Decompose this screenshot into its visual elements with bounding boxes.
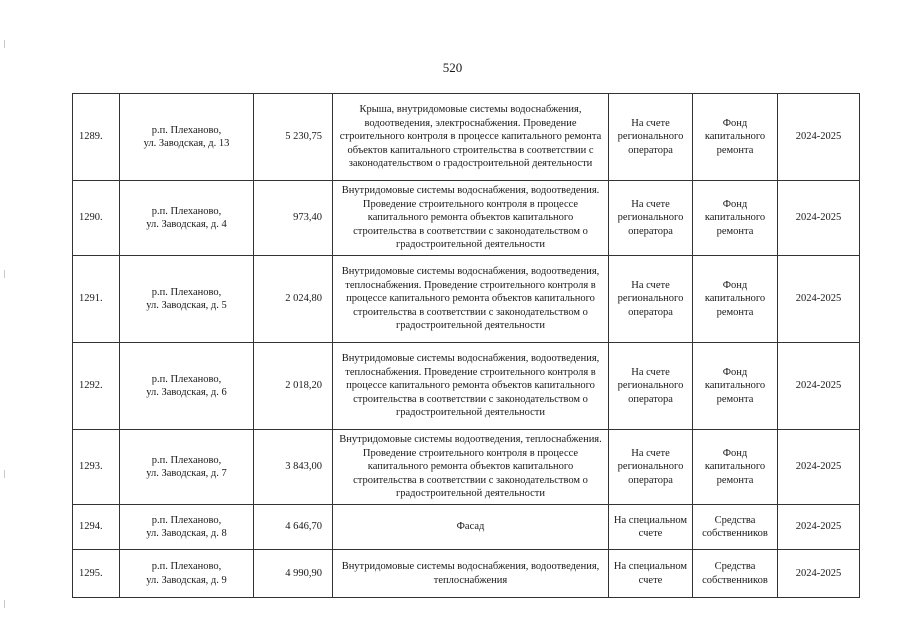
period-cell: 2024-2025	[778, 181, 860, 256]
works-cell: Фасад	[333, 505, 609, 550]
address-cell	[120, 505, 254, 550]
works-cell: Крыша, внутридомовые системы водоснабжения, водоотведения, электроснабжения. Проведение строительного контроля в процессе капитального ремонта объектов капитального строительства в соответствии с законодательством о градостроительной деятельности	[333, 94, 609, 181]
account-cell: На счете регионального оператора	[609, 256, 693, 343]
row-number: 1294.	[73, 505, 120, 550]
scan-margin-mark	[4, 470, 5, 478]
row-number: 1293.	[73, 430, 120, 505]
table-row	[73, 181, 860, 256]
row-number: 1292.	[73, 343, 120, 430]
cost-cell: 973,40	[254, 181, 333, 256]
period-cell: 2024-2025	[778, 256, 860, 343]
table-row	[73, 505, 860, 550]
table-row	[73, 550, 860, 598]
scan-margin-mark	[4, 600, 5, 608]
table-row	[73, 343, 860, 430]
address-street: ул. Заводская, д. 5	[146, 300, 227, 311]
row-number: 1295.	[73, 550, 120, 598]
period-cell: 2024-2025	[778, 343, 860, 430]
address-cell	[120, 343, 254, 430]
funding-source-cell: Средства собственников	[693, 505, 778, 550]
address-locality: р.п. Плеханово,	[151, 286, 222, 298]
repair-registry-table	[72, 93, 860, 598]
works-cell: Внутридомовые системы водоснабжения, водоотведения, теплоснабжения. Проведение строительного контроля в процессе капитального ремонта объектов капитального строительства в соответствии с законодательством о градостроительной деятельности	[333, 256, 609, 343]
account-cell: На счете регионального оператора	[609, 430, 693, 505]
row-number: 1289.	[73, 94, 120, 181]
funding-source-cell: Фонд капитального ремонта	[693, 181, 778, 256]
address-street: ул. Заводская, д. 9	[146, 574, 227, 586]
cost-cell: 2 024,80	[254, 256, 333, 343]
works-cell: Внутридомовые системы водоснабжения, водоотведения. Проведение строительного контроля в процессе капитального ремонта объектов капитального строительства в соответствии с законодательством о градостроительной деятельности	[333, 181, 609, 256]
address-cell	[120, 94, 254, 181]
address-street: ул. Заводская, д. 7	[146, 468, 227, 479]
address-street: ул. Заводская, д. 8	[146, 528, 227, 539]
table-row	[73, 430, 860, 505]
period-cell: 2024-2025	[778, 550, 860, 598]
account-cell: На счете регионального оператора	[609, 343, 693, 430]
address-locality: р.п. Плеханово,	[151, 373, 222, 385]
period-cell: 2024-2025	[778, 94, 860, 181]
table-row	[73, 256, 860, 343]
account-cell: На специальном счете	[609, 550, 693, 598]
account-cell: На счете регионального оператора	[609, 94, 693, 181]
period-cell: 2024-2025	[778, 505, 860, 550]
account-cell: На специальном счете	[609, 505, 693, 550]
funding-source-cell: Средства собственников	[693, 550, 778, 598]
address-street: ул. Заводская, д. 13	[143, 138, 230, 149]
cost-cell: 4 990,90	[254, 550, 333, 598]
works-cell: Внутридомовые системы водоотведения, теплоснабжения. Проведение строительного контроля в процессе капитального ремонта объектов капитального строительства в соответствии с законодательством о градостроительной деятельности	[333, 430, 609, 505]
page-number: 520	[442, 60, 463, 75]
table-row	[73, 94, 860, 181]
funding-source-cell: Фонд капитального ремонта	[693, 256, 778, 343]
row-number: 1290.	[73, 181, 120, 256]
account-cell: На счете регионального оператора	[609, 181, 693, 256]
address-locality: р.п. Плеханово,	[151, 454, 222, 466]
works-cell: Внутридомовые системы водоснабжения, водоотведения, теплоснабжения	[333, 550, 609, 598]
cost-cell: 4 646,70	[254, 505, 333, 550]
row-number: 1291.	[73, 256, 120, 343]
funding-source-cell: Фонд капитального ремонта	[693, 343, 778, 430]
address-cell	[120, 181, 254, 256]
cost-cell: 2 018,20	[254, 343, 333, 430]
period-cell: 2024-2025	[778, 430, 860, 505]
address-cell	[120, 430, 254, 505]
address-street: ул. Заводская, д. 4	[146, 219, 227, 230]
funding-source-cell: Фонд капитального ремонта	[693, 430, 778, 505]
address-cell	[120, 550, 254, 598]
works-cell: Внутридомовые системы водоснабжения, водоотведения, теплоснабжения. Проведение строительного контроля в процессе капитального ремонта объектов капитального строительства в соответствии с законодательством о градостроительной деятельности	[333, 343, 609, 430]
funding-source-cell: Фонд капитального ремонта	[693, 94, 778, 181]
cost-cell: 3 843,00	[254, 430, 333, 505]
address-locality: р.п. Плеханово,	[151, 514, 222, 526]
address-cell	[120, 256, 254, 343]
scan-margin-mark	[4, 40, 5, 48]
address-locality: р.п. Плеханово,	[151, 561, 222, 572]
address-locality: р.п. Плеханово,	[151, 124, 222, 136]
scan-margin-mark	[4, 270, 5, 278]
address-locality: р.п. Плеханово,	[151, 205, 222, 217]
address-street: ул. Заводская, д. 6	[146, 387, 227, 398]
cost-cell: 5 230,75	[254, 94, 333, 181]
